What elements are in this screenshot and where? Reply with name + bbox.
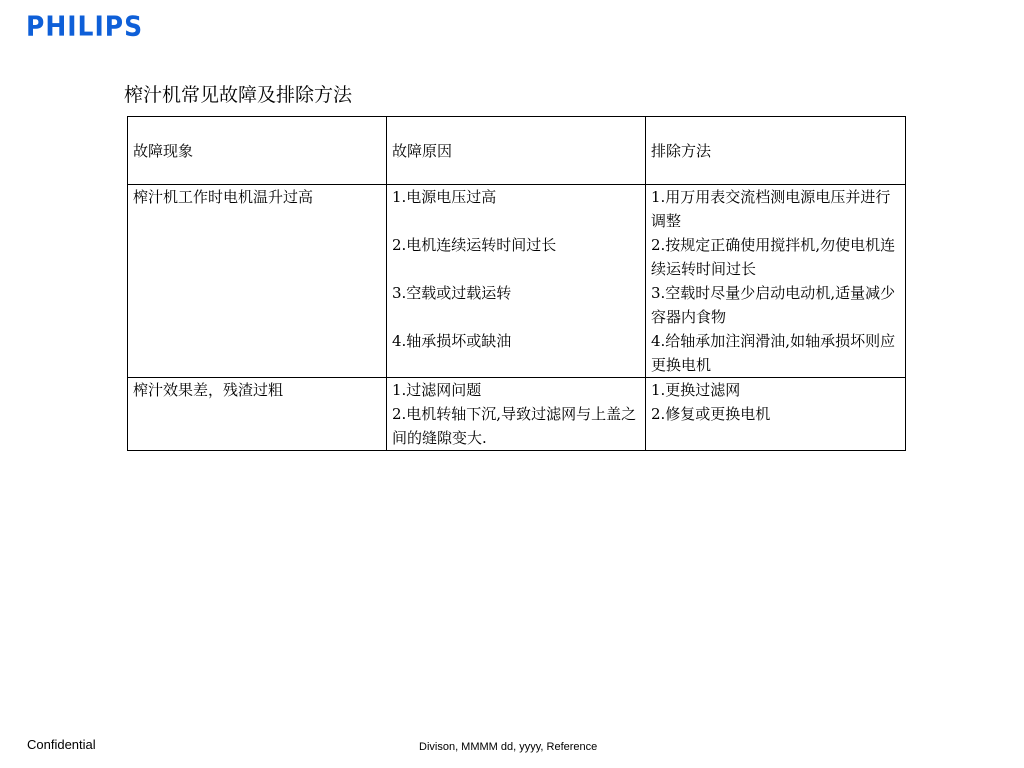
confidential-label: Confidential	[27, 737, 96, 752]
cause-cell	[387, 185, 646, 378]
symptom-cell: 榨汁效果差，残渣过粗	[128, 378, 387, 451]
philips-logo: PHILIPS	[26, 10, 144, 42]
table-row	[128, 185, 906, 378]
cause-cell	[387, 378, 646, 451]
fix-item: 2.按规定正确使用搅拌机,勿使电机连续运转时间过长	[651, 236, 896, 278]
cause-item: 1.电源电压过高	[392, 188, 497, 206]
footer-reference: Divison, MMMM dd, yyyy, Reference	[419, 741, 598, 753]
symptom-cell: 榨汁机工作时电机温升过高	[128, 185, 387, 378]
cause-item: 3.空载或过载运转	[392, 284, 512, 302]
fix-cell	[646, 378, 906, 451]
fix-item: 2.修复或更换电机	[651, 405, 771, 423]
header-symptom: 故障现象	[128, 117, 387, 185]
fix-item: 1.用万用表交流档测电源电压并进行调整	[651, 188, 891, 230]
header-fix: 排除方法	[646, 117, 906, 185]
fix-item: 3.空载时尽量少启动电动机,适量减少容器内食物	[651, 284, 896, 326]
fix-cell	[646, 185, 906, 378]
cause-item: 1.过滤网问题	[392, 381, 482, 399]
fault-table	[127, 116, 906, 451]
page-title: 榨汁机常见故障及排除方法	[124, 84, 353, 106]
header-cause: 故障原因	[387, 117, 646, 185]
fix-item: 4.给轴承加注润滑油,如轴承损坏则应更换电机	[651, 332, 896, 374]
fix-item: 1.更换过滤网	[651, 381, 741, 399]
table-row	[128, 378, 906, 451]
cause-item: 2.电机连续运转时间过长	[392, 236, 557, 254]
cause-item: 2.电机转轴下沉,导致过滤网与上盖之间的缝隙变大.	[392, 405, 637, 447]
table-header-row	[128, 117, 906, 185]
cause-item: 4.轴承损坏或缺油	[392, 332, 512, 350]
